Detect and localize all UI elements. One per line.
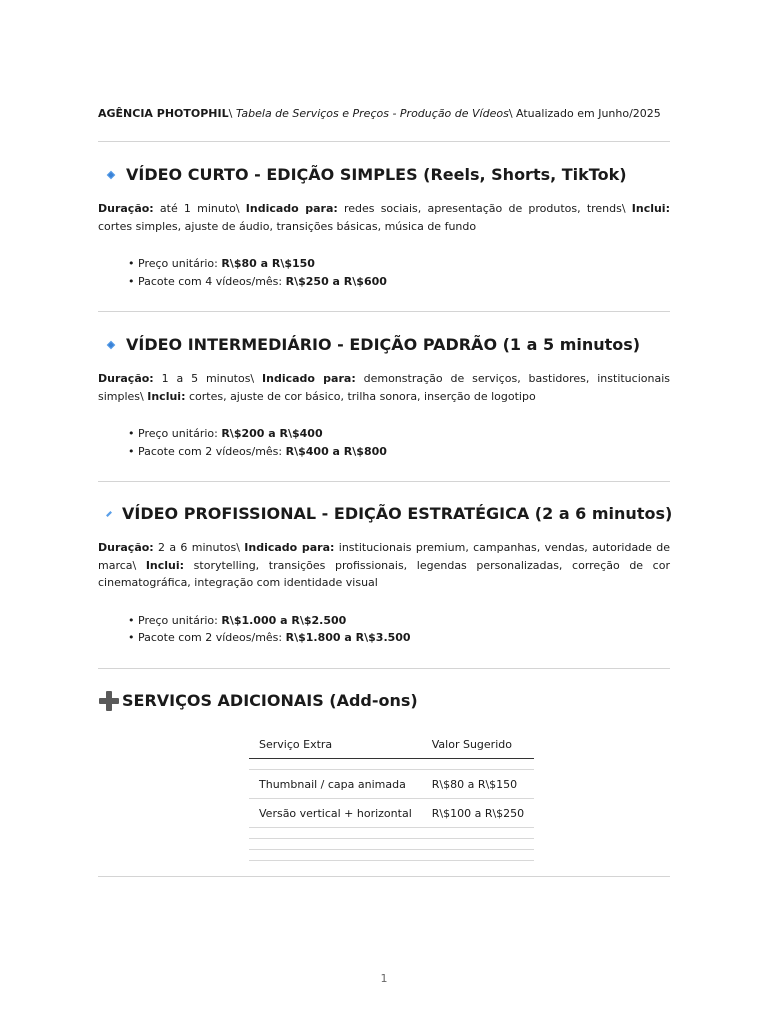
section-description: Duração: 1 a 5 minutos\ Indicado para: demonstração de serviços, bastidores, institucionais simples\ Inclui: cortes, ajuste de cor básico, trilha sonora, inserção de logotipo <box>98 372 670 403</box>
section-video-curto <box>98 164 670 290</box>
table-cell: Thumbnail / capa animada <box>249 770 422 799</box>
section-title: SERVIÇOS ADICIONAIS (Add-ons) <box>122 691 418 710</box>
section-title: VÍDEO PROFISSIONAL - EDIÇÃO ESTRATÉGICA (2 a 6 minutos) <box>122 504 673 523</box>
table-cell: Versão vertical + horizontal <box>249 799 422 828</box>
table-row <box>249 799 534 828</box>
table-row <box>249 770 534 799</box>
updated-date: Atualizado em Junho/2025 <box>516 107 661 120</box>
table-row <box>249 839 534 850</box>
section-description: Duração: até 1 minuto\ Indicado para: redes sociais, apresentação de produtos, trends\ Inclui: cortes simples, ajuste de áudio, transições básicas, música de fundo <box>98 202 670 233</box>
addons-table <box>249 730 534 861</box>
price-list <box>128 425 670 460</box>
section-title: VÍDEO INTERMEDIÁRIO - EDIÇÃO PADRÃO (1 a 5 minutos) <box>126 335 641 354</box>
divider <box>98 141 670 142</box>
document-title: Tabela de Serviços e Preços - Produção de Vídeos <box>235 107 509 120</box>
section-description: Duração: 2 a 6 minutos\ Indicado para: institucionais premium, campanhas, vendas, autoridade de marca\ Inclui: storytelling, transições profissionais, legendas personalizadas, correção de cor cinematográfica, integração com identidade visual <box>98 541 671 589</box>
price-list <box>128 612 670 647</box>
blue-diamond-icon <box>106 511 112 517</box>
document-header: AGÊNCIA PHOTOPHIL\ Tabela de Serviços e Preços - Produção de Vídeos\ Atualizado em Junho/2025 <box>98 107 661 120</box>
table-row <box>249 850 534 861</box>
divider <box>98 876 670 877</box>
table-cell: R\$80 a R\$150 <box>422 770 534 799</box>
section-video-intermediario <box>98 334 670 460</box>
blue-diamond-icon <box>107 341 115 349</box>
table-row <box>249 759 534 770</box>
price-item: • Pacote com 2 vídeos/mês: R\$400 a R\$800 <box>128 443 670 461</box>
price-item: • Pacote com 4 vídeos/mês: R\$250 a R\$600 <box>128 273 670 291</box>
agency-name: AGÊNCIA PHOTOPHIL <box>98 107 229 120</box>
table-cell: R\$100 a R\$250 <box>422 799 534 828</box>
price-item: • Preço unitário: R\$80 a R\$150 <box>128 255 670 273</box>
price-item: • Preço unitário: R\$200 a R\$400 <box>128 425 670 443</box>
divider <box>98 668 670 669</box>
table-row <box>249 828 534 839</box>
page-number: 1 <box>380 972 388 985</box>
divider <box>98 311 670 312</box>
price-item: • Preço unitário: R\$1.000 a R\$2.500 <box>128 612 670 630</box>
table-header-row <box>249 730 534 759</box>
section-title: VÍDEO CURTO - EDIÇÃO SIMPLES (Reels, Shorts, TikTok) <box>126 165 627 184</box>
section-addons <box>98 690 670 712</box>
price-list <box>128 255 670 290</box>
divider <box>98 481 670 482</box>
section-video-profissional <box>98 503 673 647</box>
column-header: Valor Sugerido <box>422 730 534 759</box>
heavy-plus-icon <box>98 690 120 712</box>
column-header: Serviço Extra <box>249 730 422 759</box>
price-item: • Pacote com 2 vídeos/mês: R\$1.800 a R\$3.500 <box>128 629 670 647</box>
blue-diamond-icon <box>107 171 115 179</box>
